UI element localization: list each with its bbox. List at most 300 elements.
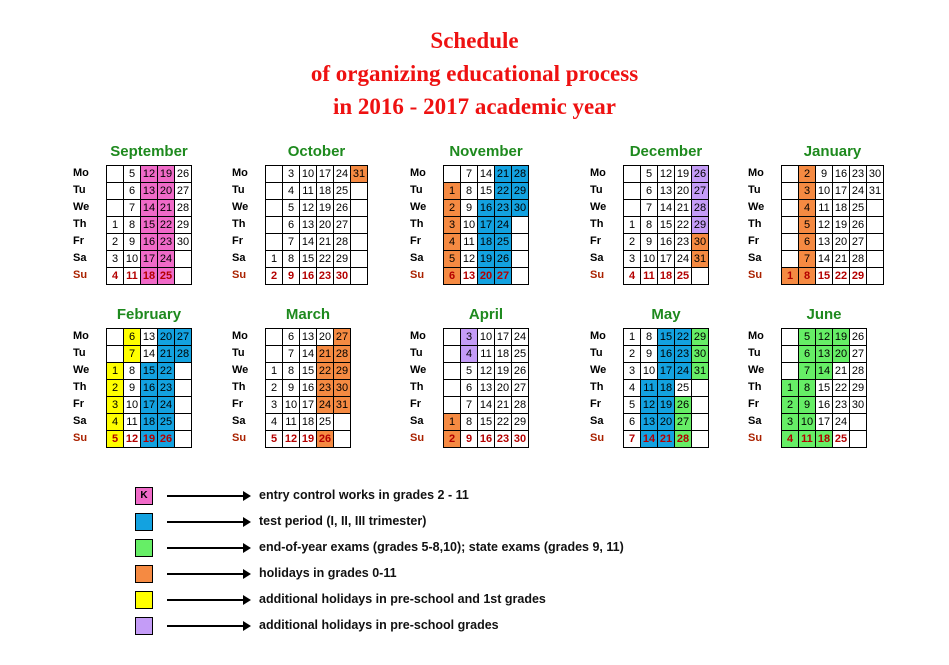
day-cell [266, 183, 283, 200]
day-cell: 26 [317, 431, 334, 448]
weekday-label: Tu [748, 184, 761, 196]
day-cell: 8 [799, 380, 816, 397]
day-cell [351, 217, 368, 234]
day-cell: 13 [300, 217, 317, 234]
day-cell: 27 [334, 329, 351, 346]
day-cell: 4 [461, 346, 478, 363]
day-cell: 7 [461, 166, 478, 183]
weekday-label: Mo [410, 330, 426, 342]
arrow-right-icon [167, 625, 245, 627]
weekday-label: Sa [410, 415, 424, 427]
day-cell [692, 380, 709, 397]
month-name: February [116, 306, 182, 323]
day-cell: 16 [833, 166, 850, 183]
month-march [232, 305, 382, 445]
day-cell: 25 [833, 431, 850, 448]
day-cell: 16 [300, 268, 317, 285]
day-cell: 30 [512, 200, 529, 217]
day-cell [266, 234, 283, 251]
weekday-label: Th [410, 218, 424, 230]
day-cell [624, 183, 641, 200]
weekday-label: Fr [232, 398, 243, 410]
day-cell: 28 [675, 431, 692, 448]
day-cell: 6 [624, 414, 641, 431]
weekday-label: We [232, 201, 249, 213]
weekday-label: Fr [410, 235, 421, 247]
day-cell: 28 [175, 200, 192, 217]
day-cell: 10 [124, 397, 141, 414]
day-cell: 29 [512, 183, 529, 200]
month-june [748, 305, 898, 445]
day-cell: 28 [175, 346, 192, 363]
weekday-label: Fr [590, 398, 601, 410]
month-days-table [265, 165, 368, 285]
day-cell [850, 431, 867, 448]
day-cell: 18 [658, 268, 675, 285]
day-cell: 12 [641, 397, 658, 414]
weekday-label: Mo [73, 167, 89, 179]
day-cell: 21 [158, 200, 175, 217]
day-cell: 28 [512, 397, 529, 414]
day-cell: 2 [107, 234, 124, 251]
day-cell: 12 [300, 200, 317, 217]
day-cell: 1 [624, 217, 641, 234]
day-cell: 13 [300, 329, 317, 346]
weekday-labels [590, 165, 618, 284]
weekday-label: Tu [232, 184, 245, 196]
weekday-label: Su [73, 432, 88, 444]
day-cell: 6 [461, 380, 478, 397]
day-cell: 11 [816, 200, 833, 217]
month-april [410, 305, 560, 445]
weekday-label: Su [748, 269, 763, 281]
weekday-label: Tu [410, 184, 423, 196]
day-cell: 25 [158, 414, 175, 431]
day-cell: 5 [283, 200, 300, 217]
day-cell [850, 414, 867, 431]
day-cell: 21 [833, 363, 850, 380]
day-cell: 30 [692, 234, 709, 251]
day-cell: 3 [624, 363, 641, 380]
day-cell: 14 [816, 251, 833, 268]
day-cell: 8 [461, 414, 478, 431]
day-cell: 3 [799, 183, 816, 200]
day-cell: 22 [317, 363, 334, 380]
weekday-label: Su [232, 269, 247, 281]
day-cell [867, 200, 884, 217]
weekday-label: Su [232, 432, 247, 444]
day-cell: 8 [124, 217, 141, 234]
weekday-label: We [410, 364, 427, 376]
day-cell: 2 [107, 380, 124, 397]
day-cell: 2 [624, 346, 641, 363]
day-cell: 2 [799, 166, 816, 183]
day-cell: 4 [624, 268, 641, 285]
day-cell: 10 [124, 251, 141, 268]
month-september [73, 142, 223, 282]
day-cell: 31 [692, 363, 709, 380]
day-cell: 21 [675, 200, 692, 217]
day-cell: 29 [334, 251, 351, 268]
day-cell: 1 [782, 380, 799, 397]
day-cell: 19 [833, 329, 850, 346]
weekday-label: Th [410, 381, 424, 393]
day-cell: 6 [283, 329, 300, 346]
month-days-table [781, 165, 884, 285]
day-cell: 20 [478, 268, 495, 285]
day-cell: 11 [283, 414, 300, 431]
day-cell: 3 [444, 217, 461, 234]
weekday-label: We [73, 364, 90, 376]
day-cell [334, 414, 351, 431]
weekday-label: Su [410, 432, 425, 444]
day-cell: 16 [478, 200, 495, 217]
weekday-label: Tu [232, 347, 245, 359]
day-cell: 9 [816, 166, 833, 183]
weekday-label: We [410, 201, 427, 213]
day-cell: 14 [300, 346, 317, 363]
day-cell [692, 414, 709, 431]
day-cell: 13 [141, 329, 158, 346]
day-cell: 13 [816, 346, 833, 363]
day-cell: 15 [658, 217, 675, 234]
day-cell: 6 [799, 346, 816, 363]
weekday-labels [73, 165, 101, 284]
day-cell: 7 [461, 397, 478, 414]
day-cell: 11 [641, 380, 658, 397]
day-cell: 28 [334, 346, 351, 363]
day-cell: 19 [675, 166, 692, 183]
weekday-label: We [73, 201, 90, 213]
day-cell: 6 [124, 329, 141, 346]
day-cell: 14 [641, 431, 658, 448]
day-cell: 5 [641, 166, 658, 183]
day-cell: 6 [444, 268, 461, 285]
day-cell: 28 [334, 234, 351, 251]
day-cell: 25 [512, 346, 529, 363]
day-cell: 24 [158, 397, 175, 414]
day-cell: 13 [478, 380, 495, 397]
day-cell: 26 [850, 217, 867, 234]
day-cell: 12 [816, 217, 833, 234]
month-name: September [110, 143, 188, 160]
day-cell: 18 [300, 414, 317, 431]
day-cell [444, 363, 461, 380]
day-cell: 4 [782, 431, 799, 448]
day-cell: 22 [833, 380, 850, 397]
day-cell: 24 [675, 363, 692, 380]
day-cell: 7 [283, 234, 300, 251]
day-cell: 23 [495, 431, 512, 448]
day-cell: 11 [478, 346, 495, 363]
month-december [590, 142, 740, 282]
day-cell [444, 397, 461, 414]
legend-text: additional holidays in pre-school and 1st grades [259, 592, 546, 606]
weekday-label: Mo [748, 167, 764, 179]
legend-swatch [135, 565, 153, 583]
day-cell [692, 397, 709, 414]
day-cell: 11 [799, 431, 816, 448]
weekday-labels [748, 328, 776, 447]
day-cell [107, 183, 124, 200]
day-cell: 20 [658, 414, 675, 431]
day-cell: 6 [124, 183, 141, 200]
day-cell: 27 [675, 414, 692, 431]
day-cell: 14 [300, 234, 317, 251]
day-cell: 18 [658, 380, 675, 397]
day-cell: 23 [833, 397, 850, 414]
day-cell: 15 [816, 268, 833, 285]
weekday-label: Tu [410, 347, 423, 359]
day-cell: 12 [816, 329, 833, 346]
month-name: March [285, 306, 331, 323]
day-cell: 8 [461, 183, 478, 200]
day-cell: 25 [334, 183, 351, 200]
day-cell: 21 [317, 346, 334, 363]
weekday-label: Su [590, 432, 605, 444]
day-cell: 12 [283, 431, 300, 448]
day-cell: 17 [300, 397, 317, 414]
day-cell: 17 [141, 251, 158, 268]
day-cell: 19 [141, 431, 158, 448]
day-cell [175, 397, 192, 414]
day-cell: 4 [624, 380, 641, 397]
day-cell: 12 [141, 166, 158, 183]
day-cell: 9 [641, 234, 658, 251]
day-cell: 17 [833, 183, 850, 200]
day-cell: 16 [816, 397, 833, 414]
month-days-table [443, 328, 529, 448]
weekday-labels [232, 165, 260, 284]
day-cell: 19 [158, 166, 175, 183]
day-cell: 24 [675, 251, 692, 268]
day-cell: 30 [850, 397, 867, 414]
weekday-label: Mo [73, 330, 89, 342]
weekday-label: Fr [73, 235, 84, 247]
month-days-table [443, 165, 529, 285]
weekday-labels [590, 328, 618, 447]
day-cell: 1 [266, 251, 283, 268]
day-cell: 9 [799, 397, 816, 414]
day-cell: 4 [444, 234, 461, 251]
day-cell: 7 [124, 200, 141, 217]
day-cell: 2 [266, 380, 283, 397]
day-cell [107, 200, 124, 217]
day-cell: 24 [512, 329, 529, 346]
day-cell: 26 [158, 431, 175, 448]
day-cell: 12 [658, 166, 675, 183]
day-cell: 6 [641, 183, 658, 200]
day-cell: 31 [867, 183, 884, 200]
day-cell: 25 [675, 268, 692, 285]
day-cell: 2 [444, 431, 461, 448]
day-cell: 18 [816, 431, 833, 448]
day-cell: 23 [158, 234, 175, 251]
weekday-labels [410, 328, 438, 447]
day-cell [266, 217, 283, 234]
day-cell: 26 [692, 166, 709, 183]
month-name: November [449, 143, 523, 160]
weekday-label: Th [748, 218, 762, 230]
day-cell: 23 [675, 346, 692, 363]
day-cell: 15 [141, 217, 158, 234]
month-february [73, 305, 223, 445]
day-cell: 22 [158, 217, 175, 234]
day-cell: 7 [799, 363, 816, 380]
day-cell: 29 [334, 363, 351, 380]
day-cell [692, 268, 709, 285]
month-days-table [106, 328, 192, 448]
legend-swatch: K [135, 487, 153, 505]
day-cell [512, 234, 529, 251]
day-cell: 22 [495, 183, 512, 200]
day-cell [782, 217, 799, 234]
day-cell [175, 363, 192, 380]
day-cell: 16 [658, 234, 675, 251]
day-cell: 26 [675, 397, 692, 414]
weekday-label: Th [232, 218, 246, 230]
legend-swatch [135, 591, 153, 609]
day-cell: 5 [461, 363, 478, 380]
month-name: January [803, 143, 862, 160]
day-cell [351, 200, 368, 217]
day-cell: 19 [478, 251, 495, 268]
weekday-label: Sa [73, 415, 87, 427]
day-cell [867, 234, 884, 251]
day-cell: 23 [850, 166, 867, 183]
day-cell: 27 [692, 183, 709, 200]
day-cell: 11 [461, 234, 478, 251]
day-cell: 7 [641, 200, 658, 217]
day-cell [334, 431, 351, 448]
weekday-labels [232, 328, 260, 447]
weekday-label: We [748, 201, 765, 213]
day-cell: 20 [317, 329, 334, 346]
day-cell: 5 [444, 251, 461, 268]
day-cell: 31 [692, 251, 709, 268]
day-cell: 18 [833, 200, 850, 217]
weekday-label: Sa [748, 252, 762, 264]
day-cell: 8 [641, 329, 658, 346]
day-cell: 10 [478, 329, 495, 346]
day-cell: 25 [317, 414, 334, 431]
day-cell: 13 [141, 183, 158, 200]
day-cell: 14 [816, 363, 833, 380]
day-cell: 26 [512, 363, 529, 380]
day-cell: 15 [478, 414, 495, 431]
day-cell: 18 [141, 414, 158, 431]
day-cell: 4 [283, 183, 300, 200]
day-cell: 12 [124, 431, 141, 448]
day-cell: 17 [658, 363, 675, 380]
weekday-label: Tu [748, 347, 761, 359]
weekday-label: Th [73, 381, 87, 393]
month-days-table [623, 328, 709, 448]
day-cell: 5 [799, 329, 816, 346]
day-cell: 10 [816, 183, 833, 200]
day-cell: 25 [850, 200, 867, 217]
day-cell: 11 [124, 414, 141, 431]
day-cell: 22 [675, 329, 692, 346]
day-cell: 16 [141, 380, 158, 397]
day-cell: 10 [300, 166, 317, 183]
weekday-label: Su [748, 432, 763, 444]
title-line-3: in 2016 - 2017 academic year [333, 94, 616, 119]
weekday-label: Sa [590, 415, 604, 427]
weekday-label: We [748, 364, 765, 376]
weekday-labels [73, 328, 101, 447]
day-cell: 17 [317, 166, 334, 183]
day-cell [444, 346, 461, 363]
day-cell: 29 [850, 268, 867, 285]
day-cell: 23 [495, 200, 512, 217]
arrow-right-icon [167, 521, 245, 523]
day-cell [512, 268, 529, 285]
day-cell: 27 [512, 380, 529, 397]
day-cell: 22 [833, 268, 850, 285]
weekday-label: Tu [590, 184, 603, 196]
day-cell [692, 431, 709, 448]
day-cell [107, 346, 124, 363]
day-cell: 21 [317, 234, 334, 251]
day-cell: 21 [658, 431, 675, 448]
day-cell: 14 [658, 200, 675, 217]
month-name: December [629, 143, 703, 160]
day-cell: 19 [300, 431, 317, 448]
day-cell: 21 [495, 166, 512, 183]
day-cell: 11 [641, 268, 658, 285]
day-cell [782, 183, 799, 200]
day-cell: 20 [158, 329, 175, 346]
day-cell: 3 [266, 397, 283, 414]
day-cell: 2 [444, 200, 461, 217]
day-cell [351, 268, 368, 285]
weekday-label: Mo [590, 167, 606, 179]
day-cell: 8 [641, 217, 658, 234]
arrow-right-icon [167, 573, 245, 575]
day-cell: 9 [283, 380, 300, 397]
day-cell: 31 [351, 166, 368, 183]
day-cell: 17 [816, 414, 833, 431]
day-cell: 1 [444, 183, 461, 200]
weekday-label: Sa [73, 252, 87, 264]
day-cell: 21 [833, 251, 850, 268]
day-cell: 6 [799, 234, 816, 251]
day-cell: 18 [317, 183, 334, 200]
day-cell: 13 [816, 234, 833, 251]
day-cell [351, 234, 368, 251]
day-cell: 15 [816, 380, 833, 397]
day-cell: 27 [850, 234, 867, 251]
day-cell: 20 [833, 234, 850, 251]
weekday-label: Th [590, 381, 604, 393]
day-cell [782, 346, 799, 363]
day-cell: 30 [512, 431, 529, 448]
day-cell: 29 [175, 217, 192, 234]
day-cell: 16 [658, 346, 675, 363]
day-cell: 25 [158, 268, 175, 285]
day-cell: 28 [512, 166, 529, 183]
day-cell: 11 [300, 183, 317, 200]
day-cell: 29 [512, 414, 529, 431]
month-name: June [806, 306, 842, 323]
day-cell: 3 [461, 329, 478, 346]
day-cell: 26 [334, 200, 351, 217]
day-cell: 25 [495, 234, 512, 251]
day-cell: 21 [495, 397, 512, 414]
legend-text: holidays in grades 0-11 [259, 566, 397, 580]
day-cell: 20 [675, 183, 692, 200]
